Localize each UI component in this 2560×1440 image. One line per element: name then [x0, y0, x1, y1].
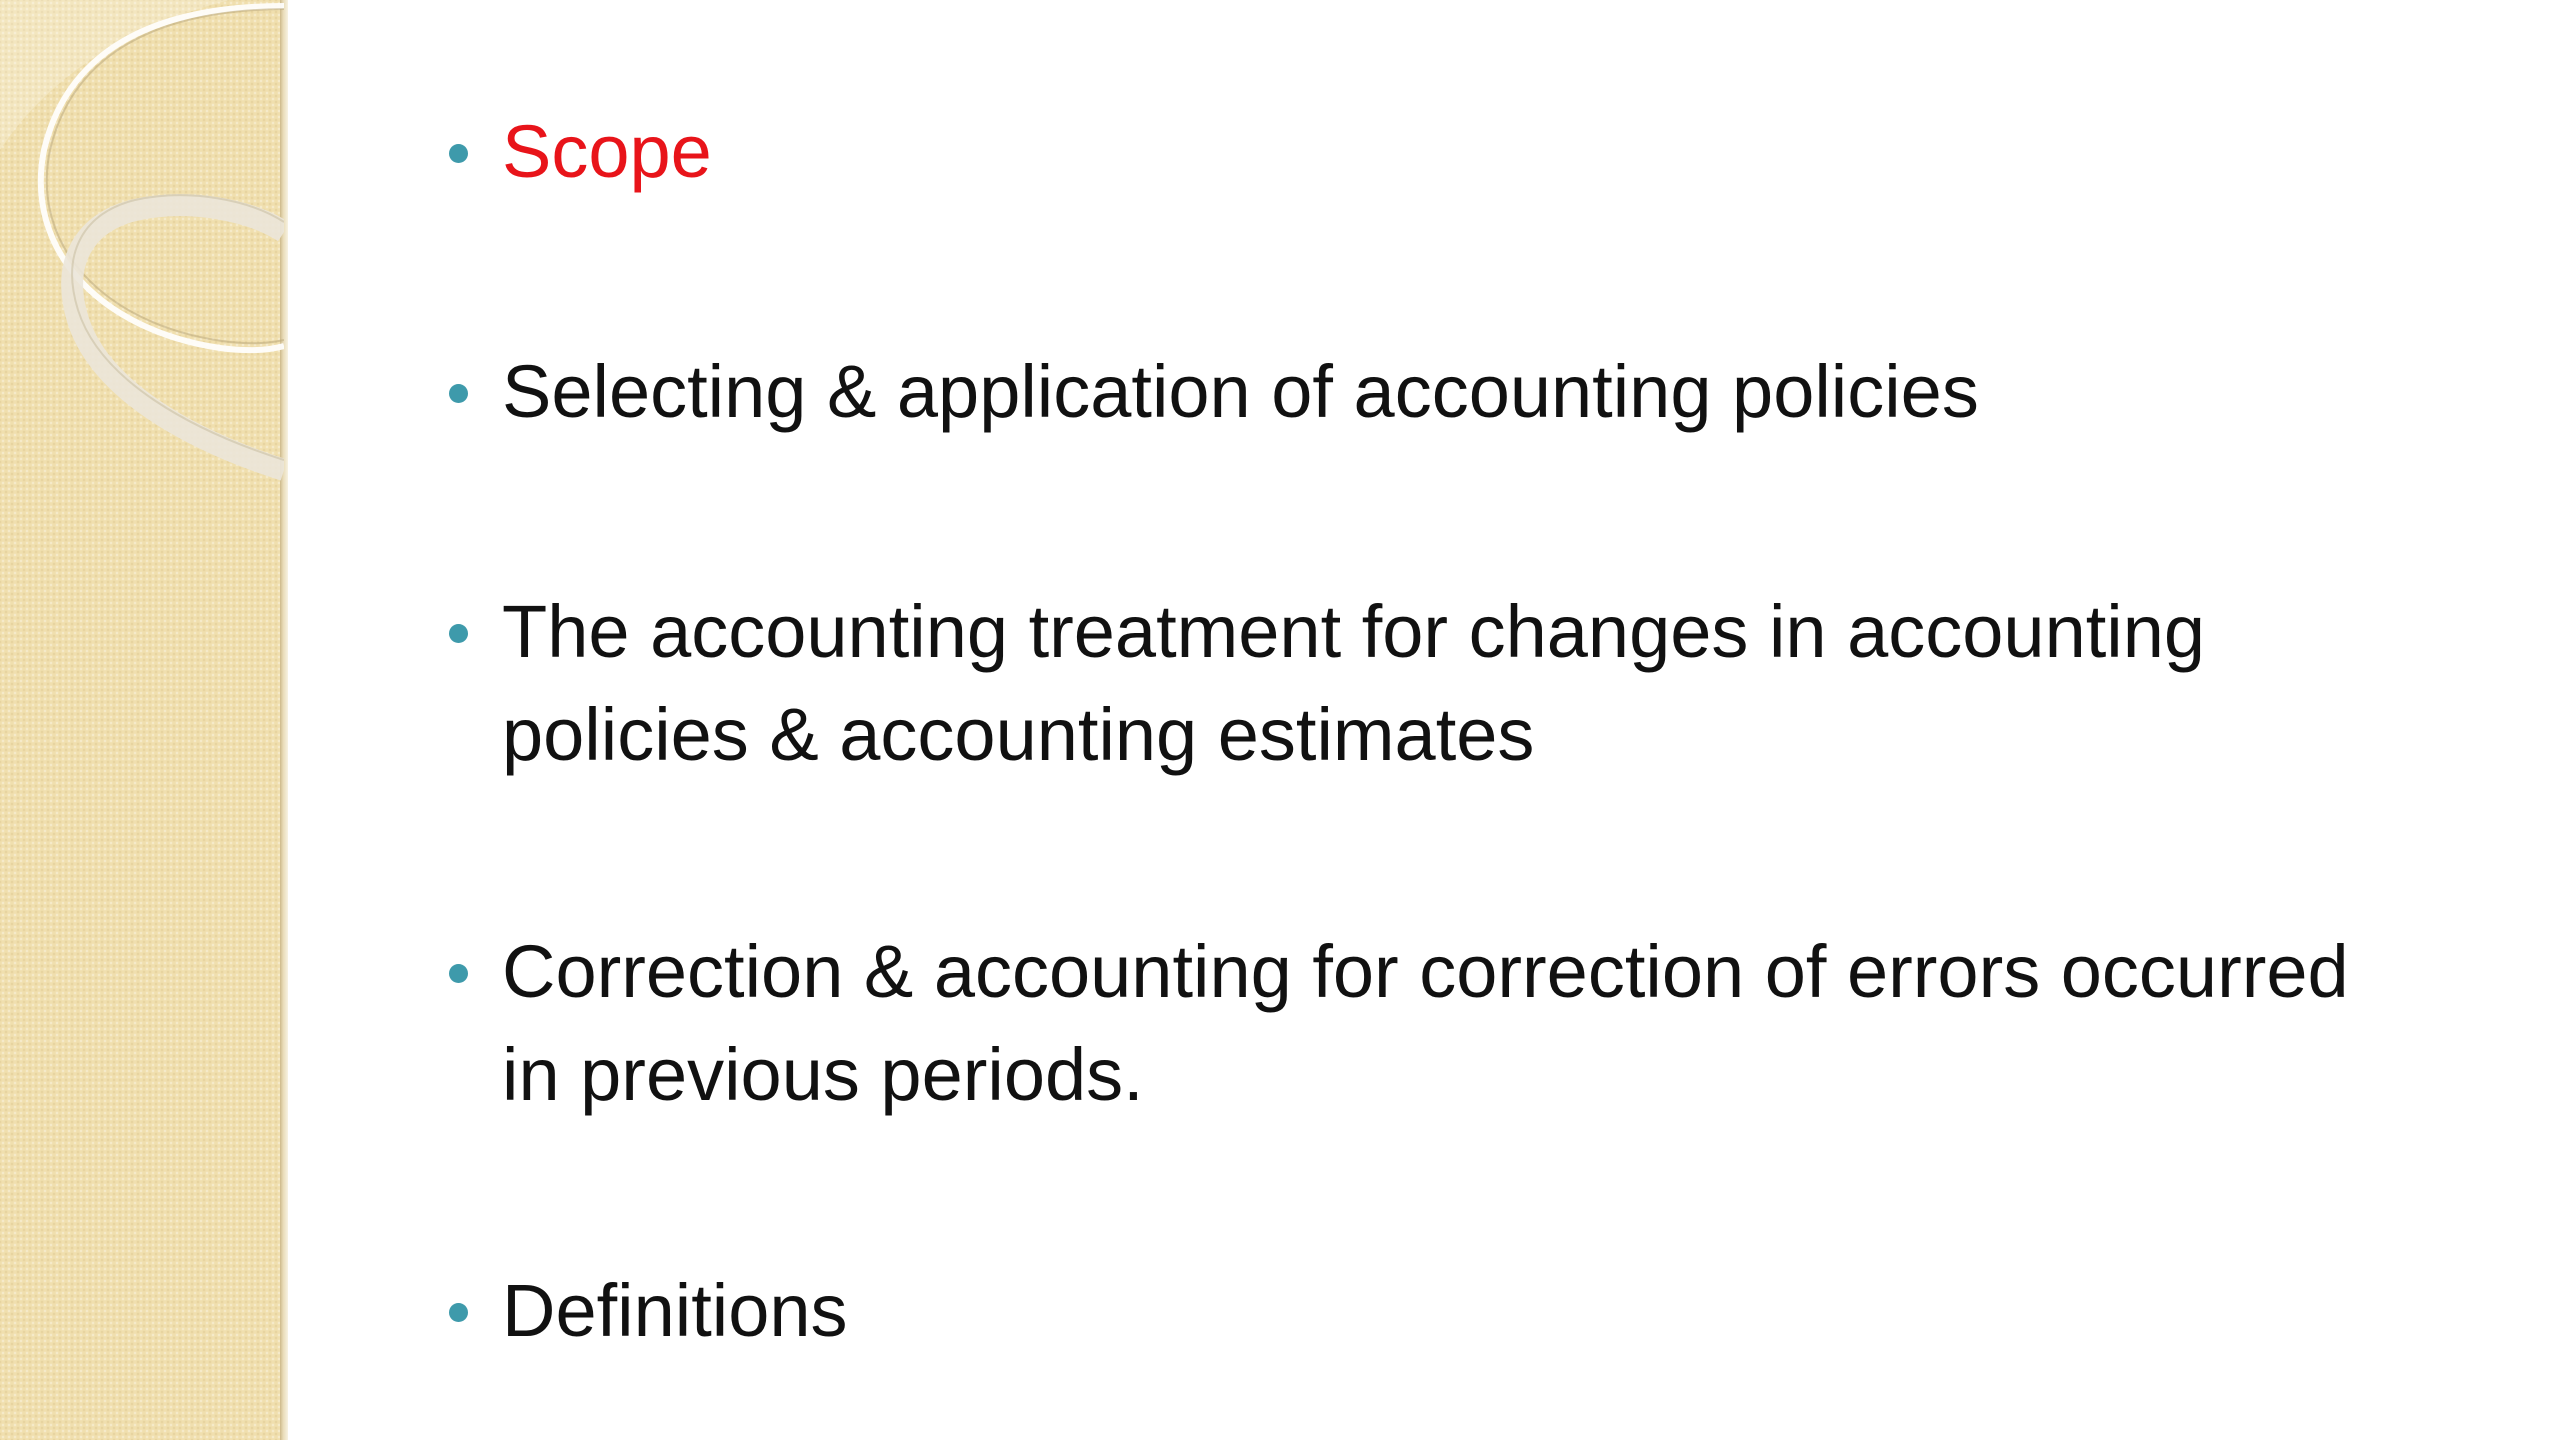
bullet-item-accounting-treatment [440, 580, 2420, 786]
bullet-dot-icon [449, 964, 468, 983]
bullet-text: Definitions [502, 1269, 848, 1352]
bullet-item-selecting-policies [440, 340, 2420, 443]
bullet-item-scope [440, 100, 2420, 203]
slide-content [440, 100, 2420, 1362]
bullet-text: The accounting treatment for changes in accounting policies & accounting estimates [502, 590, 2206, 776]
bullet-dot-icon [449, 144, 468, 163]
decorative-rings [0, 0, 284, 520]
bullet-text: Selecting & application of accounting policies [502, 350, 1979, 433]
bullet-list [440, 100, 2420, 1362]
bullet-item-correction-of-errors [440, 920, 2420, 1126]
bullet-text: Scope [502, 110, 712, 193]
bullet-dot-icon [449, 624, 468, 643]
bullet-dot-icon [449, 1303, 468, 1322]
bullet-text: Correction & accounting for correction of errors occurred in previous periods. [502, 930, 2349, 1116]
bullet-item-definitions [440, 1259, 2420, 1362]
bullet-dot-icon [449, 384, 468, 403]
